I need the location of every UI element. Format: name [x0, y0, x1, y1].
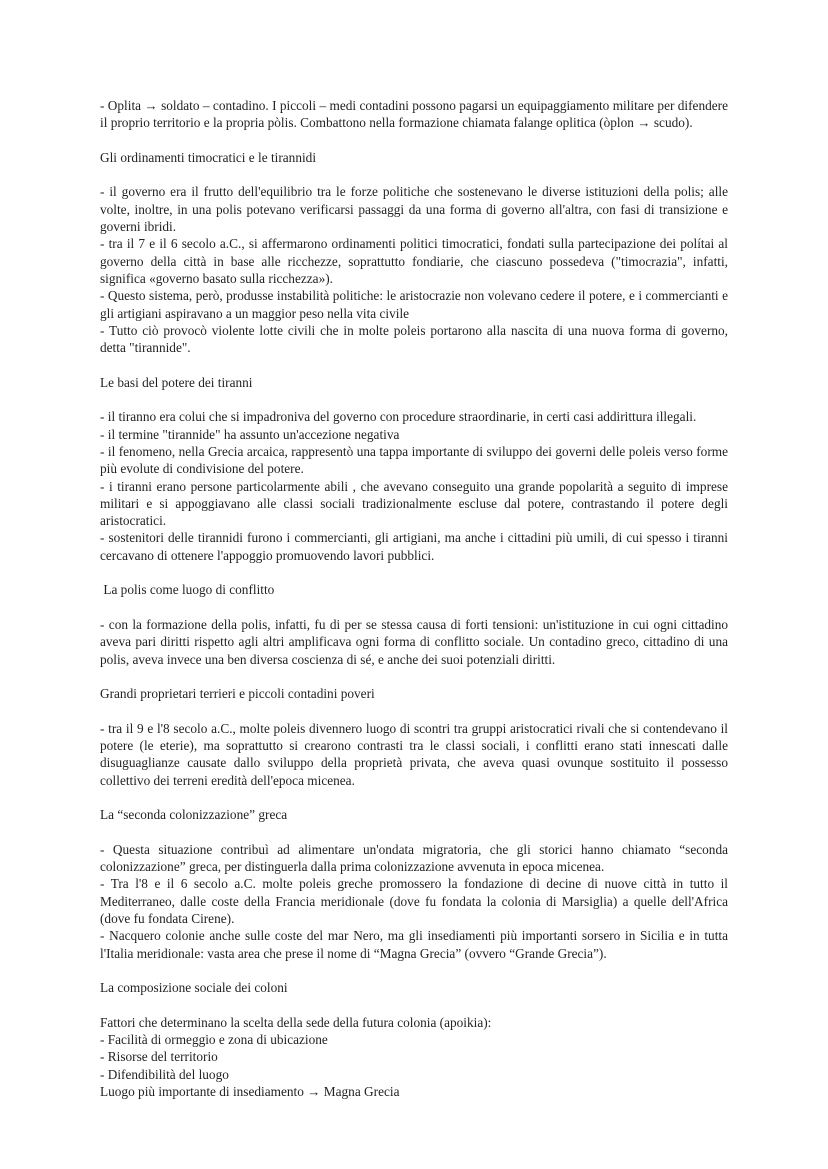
- section-paragraph: - i tiranni erano persone particolarmente abili , che avevano conseguito una grande popolarità a seguito di imprese militari e si appoggiavano alle classi sociali tradizionalmente escluse dal potere, contrastando il potere degli aristocratici.: [100, 478, 728, 529]
- section-polis-conflict: [100, 581, 728, 667]
- intro-section: [100, 97, 728, 132]
- section-title: Gli ordinamenti timocratici e le tirannidi: [100, 149, 317, 165]
- list-item: - Difendibilità del luogo: [100, 1066, 229, 1082]
- intro-paragraph: - Oplita → soldato – contadino. I piccoli – medi contadini possono pagarsi un equipaggiamento militare per difendere il proprio territorio e la propria pòlis. Combattono nella formazione chiamata falange oplitica (òplon → scudo).: [100, 98, 728, 131]
- section-paragraph: - Nacquero colonie anche sulle coste del mar Nero, ma gli insediamenti più importanti sorsero in Sicilia e in tutta l'Italia meridionale: vasta area che prese il nome di “Magna Grecia” (ovvero “Grande Grecia”).: [100, 928, 728, 961]
- section-line: Luogo più importante di insediamento → Magna Grecia: [100, 1083, 400, 1099]
- section-paragraph: - Tra l'8 e il 6 secolo a.C. molte poleis greche promossero la fondazione di decine di nuove città in tutto il Mediterraneo, dalle coste della Francia meridionale (dove fu fondata la colonia di Marsiglia) a quelle dell'Africa (dove fu fondata Cirene).: [100, 876, 728, 926]
- section-title: La polis come luogo di conflitto: [100, 582, 275, 598]
- section-paragraph: - Questa situazione contribuì ad alimentare un'ondata migratoria, che gli storici hanno chiamato “seconda colonizzazione” greca, per distinguerla dalla prima colonizzazione avvenuta in epoca micenea.: [100, 841, 728, 875]
- section-paragraph: - tra il 9 e l'8 secolo a.C., molte poleis divennero luogo di scontri tra gruppi aristocratici rivali che si contendevano il potere (le eterie), ma soprattutto si crearono contrasti tra le classi sociali, i conflitti erano stati innescati dalle disuguaglianze causate dallo sviluppo della proprietà privata, che aveva quasi ovunque sostituito il possesso collettivo dei terreni eredità dell'epoca micenea.: [100, 720, 728, 788]
- section-paragraph: - sostenitori delle tirannidi furono i commercianti, gli artigiani, ma anche i cittadini più umili, di cui spesso i tiranni cercavano di ottenere l'appoggio promuovendo lavori pubblici.: [100, 530, 728, 563]
- section-paragraph: - con la formazione della polis, infatti, fu di per se stessa causa di forti tensioni: un'istituzione in cui ogni cittadino aveva pari diritti rispetto agli altri amplificava ogni forma di conflitto sociale. Un contadino greco, cittadino di una polis, aveva invece una ben diversa coscienza di sé, e anche dei suoi potenziali diritti.: [100, 616, 728, 667]
- section-paragraph: - tra il 7 e il 6 secolo a.C., si affermarono ordinamenti politici timocratici, fondati sulla partecipazione dei polítai al governo della città in base alle ricchezze, soprattutto fondiarie, che ciascuno possedeva ("timocrazia", infatti, significa «governo basato sulla ricchezza»).: [100, 236, 728, 286]
- section-second-colonization: [100, 806, 728, 962]
- section-paragraph: - il termine "tirannide" ha assunto un'accezione negativa: [100, 426, 400, 442]
- section-paragraph: - Questo sistema, però, produsse instabilità politiche: le aristocrazie non volevano cedere il potere, e i commercianti e gli artigiani aspiravano a un maggior peso nella vita civile: [100, 288, 728, 321]
- list-item: - Facilità di ormeggio e zona di ubicazione: [100, 1032, 328, 1048]
- section-paragraph: - Tutto ciò provocò violente lotte civili che in molte poleis portarono alla nascita di una nuova forma di governo, detta "tirannide".: [100, 322, 728, 356]
- section-paragraph: - il governo era il frutto dell'equilibrio tra le forze politiche che sostenevano le diverse istituzioni della polis; alle volte, inoltre, in una polis potevano verificarsi passaggi da una forma di governo all'altra, con fasi di transizione e governi ibridi.: [100, 184, 728, 235]
- section-title: Le basi del potere dei tiranni: [100, 374, 253, 390]
- section-title: La “seconda colonizzazione” greca: [100, 807, 288, 823]
- section-title: Grandi proprietari terrieri e piccoli contadini poveri: [100, 686, 375, 702]
- section-line: Fattori che determinano la scelta della sede della futura colonia (apoikia):: [100, 1014, 492, 1030]
- section-landowners: [100, 685, 728, 789]
- section-timocratic: [100, 149, 728, 357]
- list-item: - Risorse del territorio: [100, 1049, 218, 1065]
- section-tyrants-power: [100, 374, 728, 564]
- section-paragraph: - il fenomeno, nella Grecia arcaica, rappresentò una tappa importante di sviluppo dei governi delle poleis verso forme più evolute di condivisione del potere.: [100, 443, 728, 477]
- section-title: La composizione sociale dei coloni: [100, 980, 288, 996]
- section-colonists-composition: [100, 979, 728, 1100]
- section-paragraph: - il tiranno era colui che si impadroniva del governo con procedure straordinarie, in certi casi addirittura illegali.: [100, 409, 697, 425]
